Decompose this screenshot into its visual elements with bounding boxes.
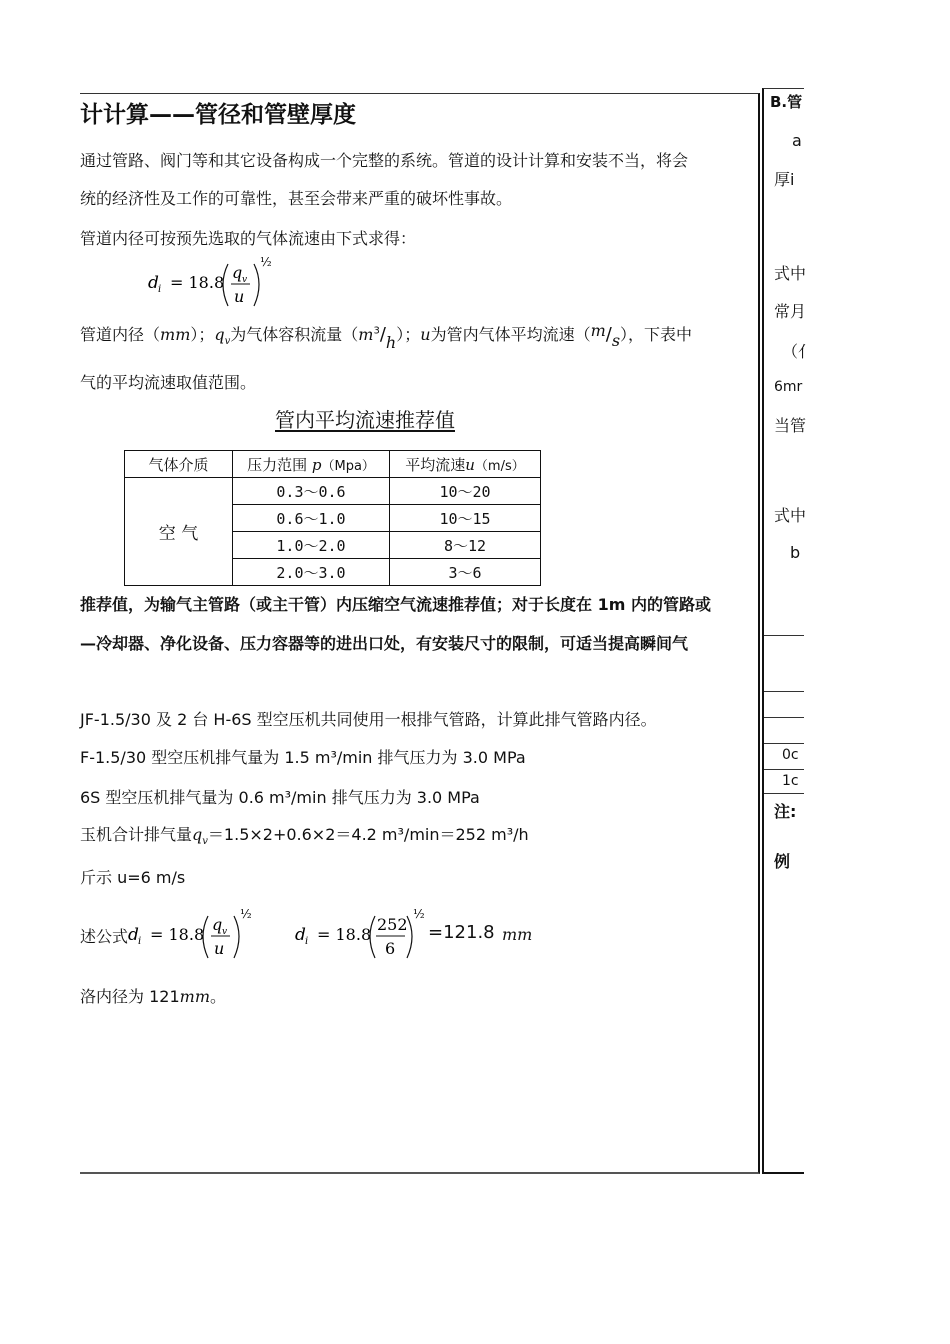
calc-unit: mm: [502, 925, 533, 944]
definitions-line: 管道内径（mm）；$q_v$为气体容积流量$(m^3/h)$；u为管内气体平均流速（m/s），下表中: [80, 321, 693, 352]
cell-speed: 3～6: [390, 559, 541, 586]
formula-calc: [295, 902, 435, 968]
example-line-4-post: ＝1.5×2+0.6×2＝4.2 m³/min＝252 m³/h: [207, 825, 529, 844]
header-pressure-unit: （Mpa）: [321, 458, 375, 474]
formula-repeat-lhs-sub: i: [138, 936, 142, 947]
calc-lhs: d: [295, 925, 306, 945]
side-panel: [762, 88, 815, 1174]
formula-repeat-exp: ½: [240, 907, 252, 921]
side-divider: [764, 769, 804, 770]
example-line-5: 斤示 u=6 m/s: [80, 868, 186, 887]
example-line-7-pre: 洛内径为 121: [80, 987, 180, 1006]
side-text: 厚i: [774, 170, 795, 189]
def-flow-unit-den: h: [385, 333, 397, 352]
definitions-line-2: 气的平均流速取值范围。: [80, 373, 257, 392]
def-qv: q: [214, 325, 225, 344]
side-text: 注:: [774, 802, 797, 821]
calc-coef: = 18.8: [317, 925, 372, 944]
formula-calc-svg: [295, 902, 435, 964]
formula-repeat: [128, 902, 258, 968]
def-text-4: ）；: [396, 325, 421, 344]
example-line-6-pre: 述公式: [80, 927, 129, 946]
formula-repeat-num-sub: v: [222, 927, 228, 937]
flow-speed-table: [124, 450, 541, 586]
formula-numerator-sub: v: [242, 275, 248, 285]
def-speed-unit-num: m: [590, 321, 606, 340]
formula-denominator: u: [234, 287, 245, 306]
def-text-5: 为管内气体平均流速（: [430, 325, 591, 344]
side-text: 6mr: [774, 379, 803, 395]
side-text: b: [790, 543, 801, 562]
example-line-7: [80, 984, 226, 1007]
table-row: [125, 478, 541, 505]
example-line-4-pre: 玉机合计排气量: [80, 825, 193, 844]
cell-pressure: 2.0～3.0: [233, 559, 390, 586]
header-pressure-label: 压力范围: [247, 455, 308, 474]
intro-line-2: 统的经济性及工作的可靠性，甚至会带来严重的破坏性事故。: [80, 189, 513, 208]
note-line-1: 推荐值，为输气主管路（或主干管）内压缩空气流速推荐值；对于长度在 1m 内的管路或: [80, 595, 711, 614]
example-line-3: 6S 型空压机排气量为 0.6 m³/min 排气压力为 3.0 MPa: [80, 788, 480, 807]
calc-exponent: ½: [413, 907, 425, 921]
cell-pressure: 0.3～0.6: [233, 478, 390, 505]
side-text: 1c: [782, 773, 799, 789]
header-speed-unit: （m/s）: [474, 458, 525, 474]
cell-medium-air: 空 气: [125, 478, 233, 586]
def-flow-unit-num: m: [358, 325, 374, 344]
formula-lhs: d: [148, 273, 159, 293]
example-line-7-post: 。: [209, 987, 226, 1006]
header-speed-label: 平均流速: [405, 455, 466, 474]
side-divider: [764, 635, 804, 636]
side-text: 0c: [782, 747, 799, 763]
table-header-row: [125, 451, 541, 478]
side-text: （亻: [782, 342, 815, 361]
def-text-2: ）；: [190, 325, 215, 344]
formula-coefficient: = 18.8: [170, 273, 225, 292]
def-flow-unit-sup: 3: [373, 325, 380, 337]
header-speed-symbol: u: [465, 455, 475, 474]
formula-repeat-svg: [128, 902, 258, 964]
side-text: 常月: [774, 302, 807, 321]
example-line-1: JF-1.5/30 及 2 台 H-6S 型空压机共同使用一根排气管路，计算此排气管路内径。: [80, 710, 657, 729]
header-speed: [390, 451, 541, 478]
side-text: 式中: [774, 264, 807, 283]
side-divider: [764, 717, 804, 718]
side-divider: [764, 743, 804, 744]
example-line-7-unit: mm: [179, 987, 210, 1006]
example-line-4: [80, 822, 529, 847]
header-pressure-symbol: p: [311, 455, 322, 474]
side-divider: [764, 691, 804, 692]
formula-exponent: ½: [260, 255, 272, 269]
intro-line-1: 通过管路、阀门等和其它设备构成一个完整的系统。管道的设计计算和安装不当，将会: [80, 151, 689, 170]
page-title: 计计算——管径和管壁厚度: [80, 102, 356, 128]
intro-line-3: 管道内径可按预先选取的气体流速由下式求得：: [80, 229, 417, 248]
def-u: u: [420, 325, 431, 344]
table-title: 管内平均流速推荐值: [275, 408, 455, 432]
side-text: B.管: [770, 93, 803, 111]
def-text-1: 管道内径（: [80, 325, 161, 344]
cell-pressure: 0.6～1.0: [233, 505, 390, 532]
example-qv-sub: v: [202, 836, 208, 848]
formula-repeat-num: q: [212, 915, 223, 934]
cell-speed: 10～15: [390, 505, 541, 532]
side-text: 当管: [774, 416, 807, 435]
formula-repeat-lhs: d: [128, 925, 139, 945]
example-qv: q: [192, 825, 203, 844]
def-text-6: ），下表中: [620, 325, 693, 344]
def-speed-unit-den: s: [611, 331, 621, 350]
cell-pressure: 1.0～2.0: [233, 532, 390, 559]
calc-result: =121.8: [428, 922, 495, 943]
formula-diameter-svg: [148, 250, 288, 312]
cell-speed: 8～12: [390, 532, 541, 559]
def-unit-mm: mm: [160, 325, 191, 344]
calc-numerator: 252: [377, 915, 408, 934]
def-text-3: 为气体容积流量（: [230, 325, 359, 344]
note-line-2: —冷却器、净化设备、压力容器等的进出口处，有安装尺寸的限制，可适当提高瞬间气: [80, 634, 689, 653]
formula-repeat-coef: = 18.8: [150, 925, 205, 944]
formula-repeat-den: u: [214, 939, 225, 958]
header-medium: 气体介质: [125, 451, 233, 478]
header-pressure: [233, 451, 390, 478]
cell-speed: 10～20: [390, 478, 541, 505]
side-text: a: [792, 131, 802, 150]
calc-lhs-sub: i: [305, 936, 309, 947]
side-text: 式中: [774, 506, 807, 525]
formula-diameter: [148, 250, 288, 316]
example-line-2: F-1.5/30 型空压机排气量为 1.5 m³/min 排气压力为 3.0 MPa: [80, 748, 526, 767]
calc-denominator: 6: [385, 939, 396, 958]
formula-numerator: q: [232, 263, 243, 282]
side-divider: [764, 793, 804, 794]
def-qv-sub: v: [224, 336, 231, 348]
formula-lhs-sub: i: [158, 284, 162, 295]
side-text: 例: [774, 852, 791, 871]
